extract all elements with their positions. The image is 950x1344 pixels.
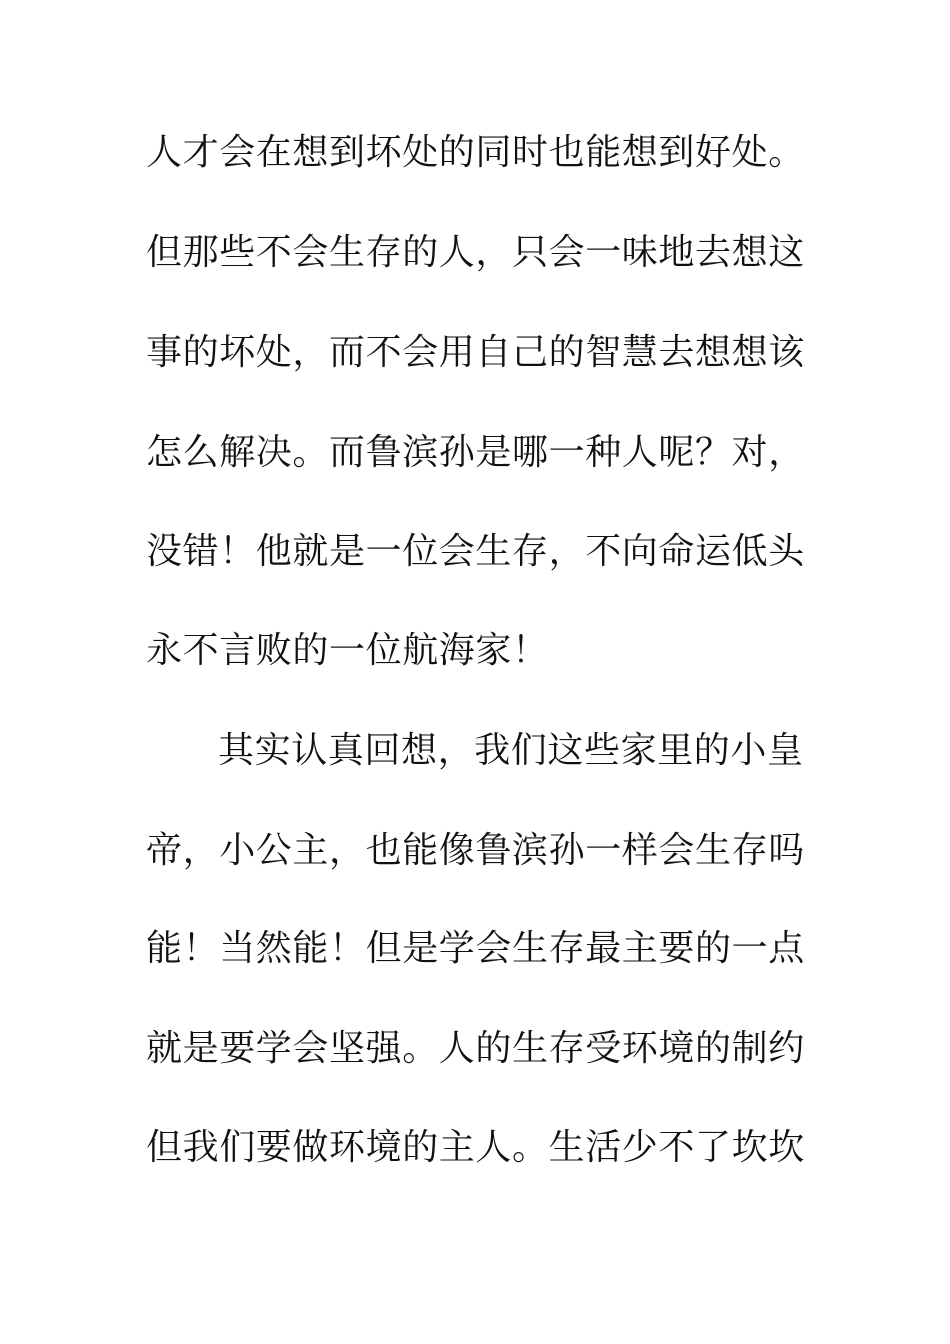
text-line: 人才会在想到坏处的同时也能想到好处。	[146, 132, 805, 173]
text-line: 怎么解决。而鲁滨孙是哪一种人呢？对，	[146, 432, 805, 473]
text-line: 帝，小公主，也能像鲁滨孙一样会生存吗	[146, 830, 805, 871]
text-line: 就是要学会坚强。人的生存受环境的制约	[146, 1028, 805, 1069]
text-line: 永不言败的一位航海家！	[146, 630, 549, 671]
text-line: 没错！他就是一位会生存，不向命运低头	[146, 531, 805, 572]
text-line: 但我们要做环境的主人。生活少不了坎坎	[146, 1127, 805, 1168]
text-line: 事的坏处，而不会用自己的智慧去想想该	[146, 332, 805, 373]
text-line: 能！当然能！但是学会生存最主要的一点	[146, 928, 805, 969]
text-line: 但那些不会生存的人，只会一味地去想这	[146, 232, 805, 273]
paragraph-first-line: 其实认真回想，我们这些家里的小皇	[218, 730, 804, 771]
